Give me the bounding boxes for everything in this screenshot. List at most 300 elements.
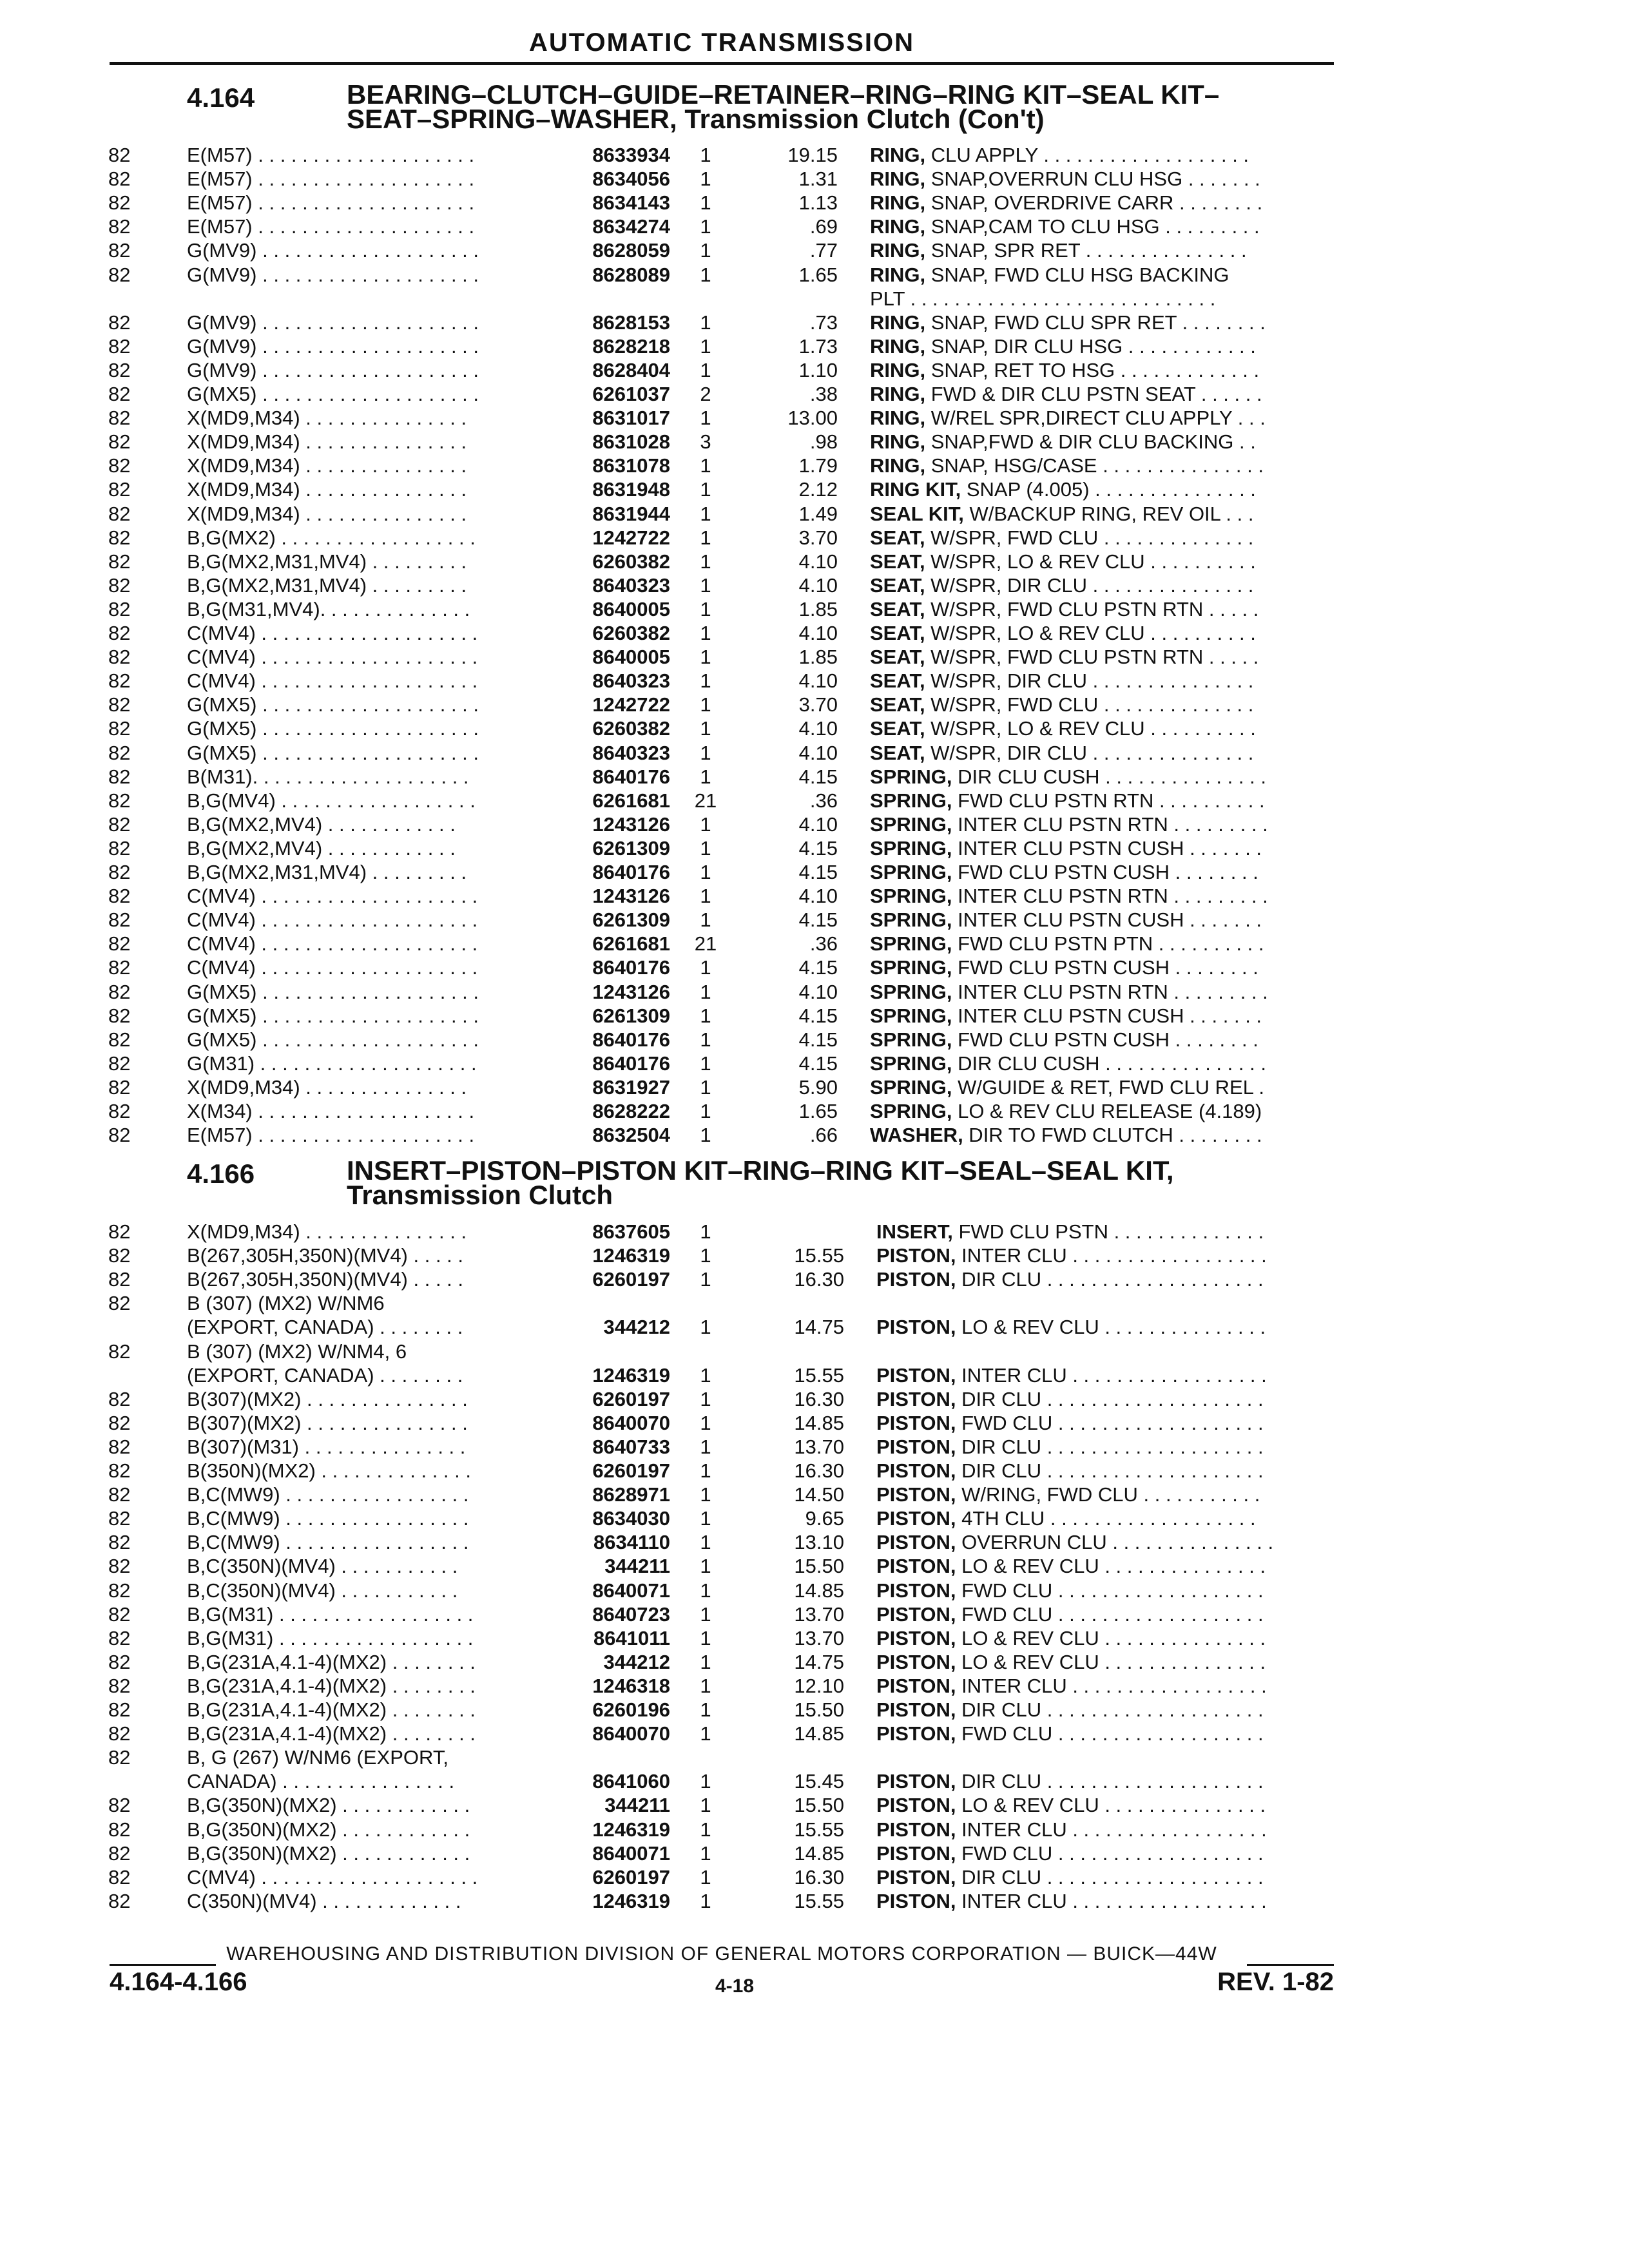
application: (EXPORT, CANADA) . . . . . . . . <box>187 1316 463 1339</box>
part-name: PISTON, <box>876 1555 956 1578</box>
description <box>870 430 1334 454</box>
table-row <box>0 1889 1629 1913</box>
part-name: SPRING, <box>870 956 952 979</box>
group-number: 82 <box>108 1268 131 1291</box>
description <box>870 334 1334 358</box>
part-detail: LO & REV CLU RELEASE (4.189) <box>952 1100 1262 1122</box>
footer-section-range: 4.164-4.166 <box>110 1968 247 1996</box>
description <box>870 358 1334 382</box>
group-number: 82 <box>108 1075 131 1099</box>
part-detail: INTER CLU PSTN RTN . . . . . . . . . <box>952 980 1268 1003</box>
part-number: 8640176 <box>592 861 670 883</box>
part-name: PISTON, <box>876 1316 956 1339</box>
group-number: 82 <box>108 1028 131 1051</box>
header-rule <box>110 62 1334 65</box>
part-detail: SNAP, RET TO HSG . . . . . . . . . . . . . <box>925 358 1260 381</box>
table-row <box>0 1769 1629 1793</box>
part-name: PISTON, <box>876 1531 956 1554</box>
part-number: 8640176 <box>592 765 670 788</box>
price: 4.10 <box>798 885 838 908</box>
application: B,G(M31) . . . . . . . . . . . . . . . . . . <box>187 1602 474 1626</box>
part-name: RING KIT, <box>870 478 961 501</box>
price: 4.10 <box>798 717 838 740</box>
application: G(MX5) . . . . . . . . . . . . . . . . . . . . <box>187 717 479 740</box>
price: 4.15 <box>798 1052 838 1075</box>
application: G(MX5) . . . . . . . . . . . . . . . . . . . . <box>187 980 479 1003</box>
table-row <box>0 287 1629 311</box>
table-row <box>0 956 1629 979</box>
part-number: 8640071 <box>592 1579 670 1602</box>
part-name: PISTON, <box>876 1268 956 1291</box>
part-name: RING, <box>870 334 926 358</box>
price: 1.31 <box>798 168 838 191</box>
part-number: 6260197 <box>592 1865 670 1888</box>
application: B,C(MW9) . . . . . . . . . . . . . . . . . <box>187 1531 469 1554</box>
quantity: 1 <box>700 478 711 501</box>
application: C(MV4) . . . . . . . . . . . . . . . . . . . . <box>187 908 478 932</box>
part-detail: FWD CLU PSTN CUSH . . . . . . . . <box>952 1028 1258 1051</box>
part-number: 1246319 <box>592 1244 670 1267</box>
price: 12.10 <box>794 1674 844 1697</box>
part-name: PISTON, <box>876 1411 956 1434</box>
part-number: 8634030 <box>592 1507 670 1530</box>
part-name: PISTON, <box>876 1579 956 1602</box>
description <box>870 167 1334 191</box>
group-number: 82 <box>108 956 131 979</box>
description <box>876 1841 1335 1865</box>
group-number: 82 <box>108 861 131 883</box>
price: .69 <box>809 215 838 238</box>
part-detail: PLT . . . . . . . . . . . . . . . . . . . . . . . . . . . . <box>870 287 1216 310</box>
part-number: 8634056 <box>592 168 670 191</box>
application: C(MV4) . . . . . . . . . . . . . . . . . . . . <box>187 956 478 979</box>
group-number: 82 <box>108 1052 131 1075</box>
table-row <box>0 191 1629 215</box>
part-number: 8631078 <box>592 454 670 477</box>
description <box>870 311 1334 334</box>
description <box>870 789 1334 812</box>
table-row <box>0 550 1629 573</box>
application: B (307) (MX2) W/NM4, 6 <box>187 1340 407 1363</box>
description <box>876 1267 1335 1291</box>
part-name: PISTON, <box>876 1865 956 1888</box>
application: C(350N)(MV4) . . . . . . . . . . . . . <box>187 1889 461 1912</box>
part-detail: FWD CLU PSTN PTN . . . . . . . . . . <box>952 932 1264 956</box>
part-detail: DIR CLU . . . . . . . . . . . . . . . . . . . . <box>956 1865 1264 1888</box>
part-detail: FWD CLU PSTN CUSH . . . . . . . . <box>952 956 1258 979</box>
group-number: 82 <box>108 191 131 215</box>
price: 3.70 <box>798 526 838 549</box>
part-name: PISTON, <box>876 1722 956 1745</box>
quantity: 1 <box>700 1435 711 1458</box>
part-number: 8641060 <box>592 1770 670 1793</box>
description <box>870 263 1334 287</box>
table-row <box>0 1004 1629 1028</box>
section-title <box>347 1155 1174 1210</box>
price: 1.13 <box>798 191 838 215</box>
price: 1.49 <box>798 502 838 525</box>
table-row <box>0 1698 1629 1722</box>
part-detail: SNAP, OVERDRIVE CARR . . . . . . . . <box>925 191 1263 215</box>
table-row <box>0 741 1629 765</box>
part-number: 8640070 <box>592 1722 670 1745</box>
description <box>870 980 1334 1004</box>
part-detail: W/SPR, DIR CLU . . . . . . . . . . . . . . . <box>925 573 1254 597</box>
part-detail: SNAP, SPR RET . . . . . . . . . . . . . . . <box>925 239 1247 262</box>
description <box>870 526 1334 550</box>
quantity: 1 <box>700 407 711 430</box>
footer-rule-right <box>1247 1964 1334 1966</box>
part-detail: INTER CLU . . . . . . . . . . . . . . . . . . <box>956 1674 1267 1697</box>
quantity: 1 <box>700 1052 711 1075</box>
quantity: 1 <box>700 1698 711 1721</box>
part-number: 6261037 <box>592 383 670 405</box>
price: 4.15 <box>798 1028 838 1051</box>
part-name: SEAL KIT, <box>870 502 964 525</box>
price: 16.30 <box>794 1387 844 1410</box>
group-number: 82 <box>108 1722 131 1745</box>
part-number: 8640323 <box>592 741 670 764</box>
table-row <box>0 215 1629 238</box>
part-number: 8640005 <box>592 646 670 669</box>
group-number: 82 <box>108 1124 131 1147</box>
price: 1.65 <box>798 1100 838 1122</box>
group-number: 82 <box>108 215 131 238</box>
table-row <box>0 1530 1629 1554</box>
part-detail: DIR CLU . . . . . . . . . . . . . . . . . . . . <box>956 1435 1264 1458</box>
table-row <box>0 1483 1629 1506</box>
application: X(MD9,M34) . . . . . . . . . . . . . . . <box>187 1220 467 1243</box>
description <box>876 1722 1335 1745</box>
part-number: 6260382 <box>592 717 670 740</box>
quantity: 1 <box>700 1028 711 1051</box>
table-row <box>0 1363 1629 1387</box>
application: G(MX5) . . . . . . . . . . . . . . . . . . . . <box>187 1028 479 1051</box>
price: 16.30 <box>794 1459 844 1482</box>
application: G(MV9) . . . . . . . . . . . . . . . . . . . . <box>187 311 479 334</box>
group-number: 82 <box>108 383 131 405</box>
quantity: 1 <box>700 765 711 788</box>
part-name: WASHER, <box>870 1124 963 1147</box>
quantity: 1 <box>700 669 711 693</box>
price: 19.15 <box>787 144 838 166</box>
part-name: SPRING, <box>870 789 952 812</box>
price: 4.15 <box>798 1004 838 1027</box>
group-number: 82 <box>108 1531 131 1554</box>
part-name: SPRING, <box>870 1100 952 1122</box>
application: G(MV9) . . . . . . . . . . . . . . . . . . . . <box>187 263 479 286</box>
description <box>870 1099 1334 1123</box>
application: B,G(231A,4.1-4)(MX2) . . . . . . . . <box>187 1698 476 1721</box>
quantity: 1 <box>700 1865 711 1888</box>
part-name: RING, <box>870 383 926 405</box>
part-detail: INTER CLU . . . . . . . . . . . . . . . . . . <box>956 1818 1267 1841</box>
description <box>870 741 1334 765</box>
application: E(M57) . . . . . . . . . . . . . . . . . . . . <box>187 215 475 238</box>
quantity: 1 <box>700 1220 711 1243</box>
application: B,G(MX2,MV4) . . . . . . . . . . . . <box>187 836 456 860</box>
quantity: 1 <box>700 1674 711 1697</box>
quantity: 1 <box>700 1075 711 1099</box>
price: 9.65 <box>805 1507 844 1530</box>
part-detail: SNAP (4.005) . . . . . . . . . . . . . . . <box>961 478 1256 501</box>
description <box>870 812 1334 836</box>
price: 1.73 <box>798 334 838 358</box>
group-number: 82 <box>108 1626 131 1649</box>
price: 4.10 <box>798 812 838 836</box>
section-title-line2-bold: SEAT–SPRING–WASHER, <box>347 104 677 134</box>
quantity: 1 <box>700 1650 711 1673</box>
quantity: 1 <box>700 980 711 1003</box>
part-detail: LO & REV CLU . . . . . . . . . . . . . . . <box>956 1555 1266 1578</box>
description <box>876 1674 1335 1698</box>
part-number: 8640323 <box>592 669 670 693</box>
table-row <box>0 502 1629 526</box>
application: G(MX5) . . . . . . . . . . . . . . . . . . . . <box>187 693 479 716</box>
part-number: 6260197 <box>592 1459 670 1482</box>
description <box>876 1650 1335 1674</box>
table-row <box>0 406 1629 430</box>
part-name: RING, <box>870 311 926 334</box>
price: 4.15 <box>798 956 838 979</box>
price: 14.50 <box>794 1483 844 1506</box>
part-detail: INTER CLU PSTN RTN . . . . . . . . . <box>952 812 1268 836</box>
part-detail: LO & REV CLU . . . . . . . . . . . . . . . <box>956 1794 1266 1817</box>
description <box>870 1123 1334 1147</box>
quantity: 1 <box>700 550 711 573</box>
quantity: 1 <box>700 1722 711 1745</box>
table-row <box>0 1793 1629 1817</box>
group-number: 82 <box>108 1841 131 1865</box>
group-number: 82 <box>108 646 131 669</box>
footer-revision: REV. 1-82 <box>1217 1968 1334 1996</box>
part-name: PISTON, <box>876 1841 956 1865</box>
price: 14.75 <box>794 1650 844 1673</box>
description <box>870 238 1334 262</box>
application: B,G(MX2) . . . . . . . . . . . . . . . . . . <box>187 526 476 549</box>
part-number: 1246318 <box>592 1674 670 1697</box>
application: B,G(350N)(MX2) . . . . . . . . . . . . <box>187 1841 470 1865</box>
part-detail: FWD CLU PSTN RTN . . . . . . . . . . <box>952 789 1265 812</box>
price: 14.85 <box>794 1722 844 1745</box>
group-number: 82 <box>108 908 131 932</box>
table-row <box>0 1650 1629 1674</box>
description <box>876 1244 1335 1267</box>
part-number: 8631948 <box>592 478 670 501</box>
part-number: 1246319 <box>592 1818 670 1841</box>
part-name: PISTON, <box>876 1387 956 1410</box>
part-number: 8640071 <box>592 1841 670 1865</box>
group-number: 82 <box>108 1555 131 1578</box>
part-name: PISTON, <box>876 1770 956 1793</box>
application: X(M34) . . . . . . . . . . . . . . . . . . . . <box>187 1100 475 1122</box>
part-number: 1242722 <box>592 526 670 549</box>
price: 15.50 <box>794 1794 844 1817</box>
table-row <box>0 430 1629 454</box>
quantity: 1 <box>700 1531 711 1554</box>
application: B,G(MX2,MV4) . . . . . . . . . . . . <box>187 812 456 836</box>
application: X(MD9,M34) . . . . . . . . . . . . . . . <box>187 478 467 501</box>
price: 13.70 <box>794 1626 844 1649</box>
application: CANADA) . . . . . . . . . . . . . . . . <box>187 1770 455 1793</box>
group-number: 82 <box>108 407 131 430</box>
description <box>870 143 1334 167</box>
price: .66 <box>809 1124 838 1147</box>
group-number: 82 <box>108 885 131 908</box>
quantity: 1 <box>700 1579 711 1602</box>
part-detail: INTER CLU . . . . . . . . . . . . . . . . . . <box>956 1244 1267 1267</box>
description <box>870 1075 1334 1099</box>
part-detail: SNAP, HSG/CASE . . . . . . . . . . . . . . . <box>925 454 1264 477</box>
description <box>876 1626 1335 1650</box>
footer-page-number: 4-18 <box>715 1975 755 1997</box>
group-number: 82 <box>108 1459 131 1482</box>
quantity: 21 <box>694 932 717 956</box>
application: B(307)(M31) . . . . . . . . . . . . . . . <box>187 1435 466 1458</box>
page-title: AUTOMATIC TRANSMISSION <box>528 28 915 57</box>
description <box>876 1506 1335 1530</box>
part-number: 8628971 <box>592 1483 670 1506</box>
application: B,G(M31) . . . . . . . . . . . . . . . . . . <box>187 1626 474 1649</box>
quantity: 1 <box>700 693 711 716</box>
price: 14.85 <box>794 1579 844 1602</box>
application: B,C(350N)(MV4) . . . . . . . . . . . <box>187 1555 458 1578</box>
part-detail: DIR CLU . . . . . . . . . . . . . . . . . . . . <box>956 1268 1264 1291</box>
application: X(MD9,M34) . . . . . . . . . . . . . . . <box>187 407 467 430</box>
part-detail: W/SPR, LO & REV CLU . . . . . . . . . . <box>925 550 1256 573</box>
quantity: 1 <box>700 1004 711 1027</box>
group-number: 82 <box>108 1794 131 1817</box>
description <box>876 1698 1335 1722</box>
quantity: 1 <box>700 1387 711 1410</box>
application: B(M31). . . . . . . . . . . . . . . . . . . . <box>187 765 469 788</box>
part-name: SPRING, <box>870 1028 952 1051</box>
price: .77 <box>809 239 838 262</box>
table-row <box>0 1340 1629 1363</box>
application: G(MV9) . . . . . . . . . . . . . . . . . . . . <box>187 334 479 358</box>
part-detail: W/SPR, FWD CLU . . . . . . . . . . . . . . <box>925 526 1254 549</box>
price: 4.10 <box>798 741 838 764</box>
description <box>870 908 1334 932</box>
table-row <box>0 812 1629 836</box>
quantity: 1 <box>700 1411 711 1434</box>
quantity: 1 <box>700 144 711 166</box>
description <box>876 1387 1335 1411</box>
application: B,C(MW9) . . . . . . . . . . . . . . . . . <box>187 1483 469 1506</box>
quantity: 1 <box>700 885 711 908</box>
section-title-line2-rest: Transmission Clutch (Con't) <box>677 104 1045 134</box>
part-name: PISTON, <box>876 1459 956 1482</box>
group-number: 82 <box>108 1435 131 1458</box>
table-row <box>0 884 1629 908</box>
table-row <box>0 1626 1629 1650</box>
description <box>876 1530 1335 1554</box>
description <box>870 884 1334 908</box>
part-detail: DIR CLU . . . . . . . . . . . . . . . . . . . . <box>956 1459 1264 1482</box>
group-number: 82 <box>108 1387 131 1410</box>
description <box>870 956 1334 979</box>
quantity: 1 <box>700 861 711 883</box>
part-number: 1243126 <box>592 885 670 908</box>
part-name: PISTON, <box>876 1435 956 1458</box>
table-row <box>0 454 1629 477</box>
part-detail: DIR CLU . . . . . . . . . . . . . . . . . . . . <box>956 1698 1264 1721</box>
part-number: 8637605 <box>592 1220 670 1243</box>
group-number: 82 <box>108 1865 131 1888</box>
part-number: 8631028 <box>592 430 670 454</box>
part-name: SPRING, <box>870 765 952 788</box>
price: .36 <box>809 789 838 812</box>
description <box>870 382 1334 406</box>
part-number: 6260196 <box>592 1698 670 1721</box>
part-name: PISTON, <box>876 1889 956 1912</box>
table-row <box>0 1435 1629 1459</box>
group-number: 82 <box>108 1483 131 1506</box>
group-number: 82 <box>108 1220 131 1243</box>
quantity: 1 <box>700 717 711 740</box>
part-detail: W/SPR, DIR CLU . . . . . . . . . . . . . . . <box>925 741 1254 764</box>
part-name: SPRING, <box>870 1075 952 1099</box>
part-detail: FWD CLU . . . . . . . . . . . . . . . . . . . <box>956 1411 1264 1434</box>
price: 16.30 <box>794 1268 844 1291</box>
part-detail: SNAP,OVERRUN CLU HSG . . . . . . . <box>925 168 1260 191</box>
part-number: 344211 <box>604 1794 670 1817</box>
group-number: 82 <box>108 550 131 573</box>
price: 2.12 <box>798 478 838 501</box>
part-number: 8628153 <box>592 311 670 334</box>
table-row <box>0 621 1629 645</box>
table-row <box>0 238 1629 262</box>
table-row <box>0 143 1629 167</box>
group-number: 82 <box>108 358 131 381</box>
group-number: 82 <box>108 1292 131 1315</box>
part-number: 1242722 <box>592 693 670 716</box>
part-detail: SNAP, FWD CLU SPR RET . . . . . . . . <box>925 311 1266 334</box>
part-detail: W/SPR, LO & REV CLU . . . . . . . . . . <box>925 622 1256 644</box>
group-number: 82 <box>108 812 131 836</box>
part-detail: W/BACKUP RING, REV OIL . . . <box>963 502 1254 525</box>
part-name: SEAT, <box>870 573 925 597</box>
price: 1.65 <box>798 263 838 286</box>
quantity: 1 <box>700 526 711 549</box>
part-name: SEAT, <box>870 622 925 644</box>
price: 4.10 <box>798 980 838 1003</box>
table-row <box>0 908 1629 932</box>
price: 13.00 <box>787 407 838 430</box>
quantity: 1 <box>700 1626 711 1649</box>
table-row <box>0 1220 1629 1244</box>
description <box>870 1004 1334 1028</box>
part-detail: DIR CLU CUSH . . . . . . . . . . . . . . . <box>952 765 1266 788</box>
table-row <box>0 693 1629 716</box>
part-name: PISTON, <box>876 1626 956 1649</box>
price: 1.10 <box>798 358 838 381</box>
part-detail: FWD CLU PSTN CUSH . . . . . . . . <box>952 861 1258 883</box>
application: G(MX5) . . . . . . . . . . . . . . . . . . . . <box>187 741 479 764</box>
description <box>870 573 1334 597</box>
part-name: PISTON, <box>876 1650 956 1673</box>
part-number: 8640176 <box>592 1052 670 1075</box>
section-title-line2 <box>347 104 1219 134</box>
description <box>870 191 1334 215</box>
part-number: 8632504 <box>592 1124 670 1147</box>
part-name: SEAT, <box>870 597 925 620</box>
table-row <box>0 382 1629 406</box>
price: 13.70 <box>794 1602 844 1626</box>
part-name: RING, <box>870 239 926 262</box>
application: C(MV4) . . . . . . . . . . . . . . . . . . . . <box>187 932 478 956</box>
part-number: 1243126 <box>592 812 670 836</box>
